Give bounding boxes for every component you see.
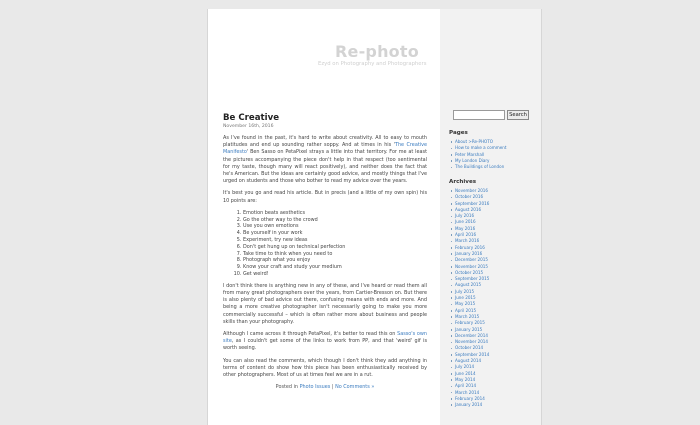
- archive-link[interactable]: December 2014: [449, 333, 489, 339]
- archive-link[interactable]: April 2014: [449, 383, 489, 389]
- site-title[interactable]: Re-photo: [335, 42, 419, 61]
- list-item: 5. Experiment, try new ideas: [243, 237, 427, 244]
- post: [223, 113, 427, 390]
- post-paragraph: [223, 331, 427, 353]
- archive-link[interactable]: May 2015: [449, 301, 489, 307]
- archive-link[interactable]: August 2016: [449, 207, 489, 213]
- creative-manifesto-link[interactable]: The Creative Manifesto: [223, 142, 427, 156]
- archive-link[interactable]: May 2014: [449, 377, 489, 383]
- comments-link[interactable]: No Comments »: [335, 384, 375, 391]
- archive-link[interactable]: November 2016: [449, 188, 489, 194]
- archive-link[interactable]: June 2016: [449, 219, 489, 225]
- archive-link[interactable]: January 2016: [449, 251, 489, 257]
- meta-separator: |: [330, 384, 336, 391]
- archive-link[interactable]: April 2015: [449, 308, 489, 314]
- search-button[interactable]: Search: [507, 110, 529, 120]
- archive-link[interactable]: May 2016: [449, 226, 489, 232]
- post-text: ' Ben Sasso on PetaPixel strays a little into that territory. For me at least the pictures accompanying the piece don't help in that respect (too sentimental for my taste, though many will react positively), and neither does the fact that he's American. But the ideas are certainly good advice, and mostly things that I've urged on students and those who bother to read my advice over the years.: [223, 149, 427, 185]
- archive-link[interactable]: November 2015: [449, 264, 489, 270]
- pages-title: Pages: [449, 130, 468, 136]
- pages-widget: [449, 130, 506, 170]
- archive-link[interactable]: September 2014: [449, 352, 489, 358]
- post-text: , as I couldn't get some of the links to work from PP, and that 'weird' gif is worth seeing.: [223, 338, 427, 352]
- archive-link[interactable]: August 2014: [449, 358, 489, 364]
- archive-link[interactable]: November 2014: [449, 339, 489, 345]
- list-item: 8. Photograph what you enjoy: [243, 257, 427, 264]
- page-link[interactable]: Peter Marshall: [449, 152, 506, 158]
- archive-link[interactable]: February 2014: [449, 396, 489, 402]
- page-link[interactable]: About >Re-PHOTO: [449, 139, 506, 145]
- archives-widget: [449, 179, 489, 408]
- pages-list: [449, 139, 506, 170]
- archives-title: Archives: [449, 179, 477, 185]
- archive-link[interactable]: October 2014: [449, 345, 489, 351]
- archive-link[interactable]: September 2015: [449, 276, 489, 282]
- main-column: [208, 9, 440, 425]
- archive-link[interactable]: July 2016: [449, 213, 489, 219]
- post-meta: [223, 384, 427, 390]
- list-item: 3. Use you own emotions: [243, 223, 427, 230]
- post-title[interactable]: Be Creative: [223, 113, 280, 123]
- archive-link[interactable]: July 2014: [449, 364, 489, 370]
- page-link[interactable]: How to make a comment: [449, 145, 506, 151]
- page-link[interactable]: My London Diary: [449, 158, 506, 164]
- archive-link[interactable]: March 2014: [449, 390, 489, 396]
- page-container: [207, 9, 542, 425]
- archive-link[interactable]: March 2015: [449, 314, 489, 320]
- points-list: [223, 210, 427, 278]
- archive-link[interactable]: January 2014: [449, 402, 489, 408]
- sidebar: [440, 9, 541, 425]
- category-link[interactable]: Photo Issues: [299, 384, 331, 391]
- list-item: 4. Be yourself in your work: [243, 230, 427, 237]
- post-paragraph: I don't think there is anything new in any of these, and I've heard or read them all from many great photographers over the years, from Cartier-Bresson on. But there is also plenty of bad advice out there, confusing means with ends and more. And being a more creative photographer isn't necessarily going to make you more commercially successful – which is often rather more about business and people skills than your photography.: [223, 282, 427, 325]
- post-body: [223, 135, 427, 379]
- archive-link[interactable]: January 2015: [449, 327, 489, 333]
- archive-link[interactable]: October 2016: [449, 194, 489, 200]
- post-text: As I've found in the past, it's hard to write about creativity. All to easy to mouth platitudes and end up sounding rather soppy. And at times in his ': [223, 135, 427, 149]
- list-item: 1. Emotion beats aesthetics: [243, 210, 427, 217]
- archive-link[interactable]: September 2016: [449, 201, 489, 207]
- post-text: Although I came across it through PetaPixel, it's better to read this on: [223, 331, 398, 338]
- list-item: 9. Know your craft and study your medium: [243, 264, 427, 271]
- archives-list: [449, 188, 489, 408]
- post-date: November 16th, 2016: [223, 124, 274, 129]
- post-paragraph: It's best you go and read his article. But in precis (and a little of my own spin) his 10 points are:: [223, 190, 427, 204]
- archive-link[interactable]: April 2016: [449, 232, 489, 238]
- list-item: 6. Don't get hung up on technical perfection: [243, 244, 427, 251]
- page-link[interactable]: The Buildings of London: [449, 164, 506, 170]
- post-paragraph: You can also read the comments, which though I don't think they add anything in terms of content do show how this piece has been enthusiastically received by other photographers. Most of us at times feel we are in a rut.: [223, 357, 427, 379]
- archive-link[interactable]: June 2014: [449, 371, 489, 377]
- posted-in-label: Posted in: [275, 384, 300, 391]
- list-item: 10. Get weird!: [243, 271, 427, 278]
- archive-link[interactable]: February 2016: [449, 245, 489, 251]
- archive-link[interactable]: August 2015: [449, 282, 489, 288]
- archive-link[interactable]: June 2015: [449, 295, 489, 301]
- archive-link[interactable]: December 2015: [449, 257, 489, 263]
- site-description: Ezyd on Photography and Photographers: [318, 61, 427, 67]
- archive-link[interactable]: July 2015: [449, 289, 489, 295]
- search-input[interactable]: [453, 110, 505, 120]
- list-item: 2. Go the other way to the crowd: [243, 217, 427, 224]
- archive-link[interactable]: March 2016: [449, 238, 489, 244]
- archive-link[interactable]: February 2015: [449, 320, 489, 326]
- archive-link[interactable]: October 2015: [449, 270, 489, 276]
- list-item: 7. Take time to think when you need to: [243, 251, 427, 258]
- sasso-site-link[interactable]: Sasso's own site: [223, 331, 428, 345]
- post-paragraph: [223, 135, 427, 185]
